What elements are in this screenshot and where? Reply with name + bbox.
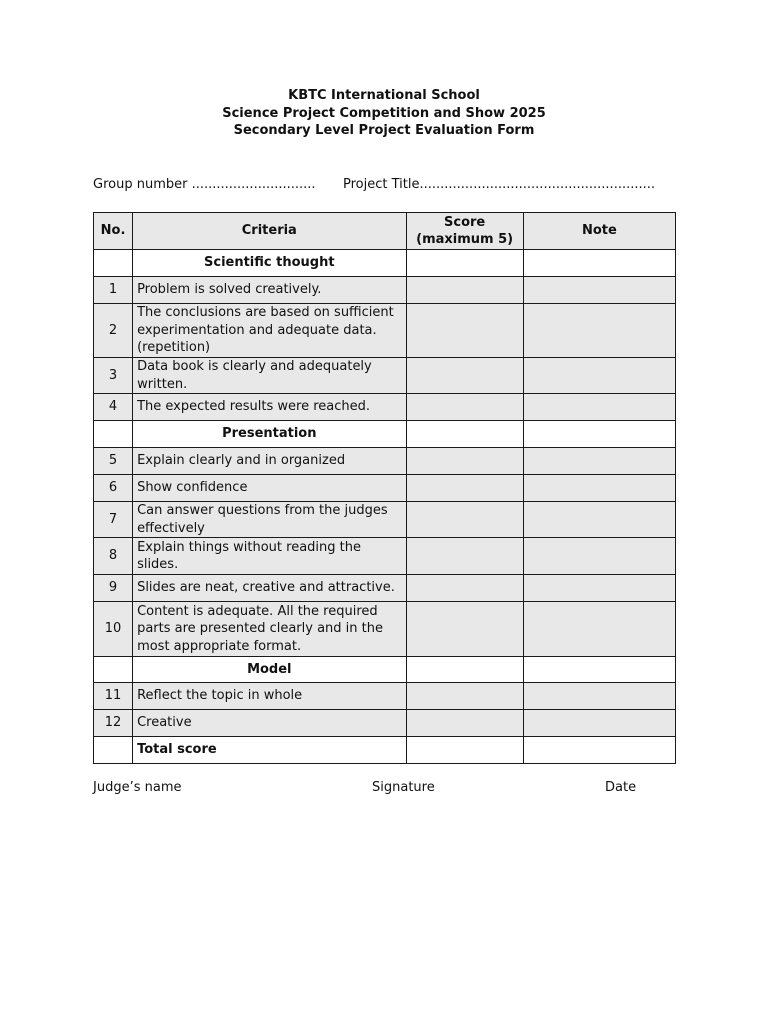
note-cell[interactable] (523, 683, 675, 710)
criteria-number: 7 (94, 502, 133, 538)
criteria-row (94, 358, 676, 394)
score-cell[interactable] (406, 394, 523, 421)
note-cell[interactable] (523, 277, 675, 304)
criteria-row (94, 575, 676, 602)
score-cell[interactable] (406, 657, 523, 683)
school-name: KBTC International School (288, 88, 480, 103)
project-title-field[interactable]: Project Title......................................................... (343, 177, 656, 192)
criteria-number: 8 (94, 538, 133, 575)
criteria-text: The expected results were reached. (133, 394, 406, 421)
section-title: Scientific thought (133, 250, 406, 277)
event-name: Science Project Competition and Show 2025 (222, 105, 546, 121)
note-cell[interactable] (523, 575, 675, 602)
total-no-cell (94, 737, 133, 764)
criteria-row (94, 394, 676, 421)
score-cell[interactable] (406, 358, 523, 394)
criteria-number: 3 (94, 358, 133, 394)
header-note: Note (523, 213, 675, 250)
score-cell[interactable] (406, 277, 523, 304)
criteria-text: Creative (133, 710, 406, 737)
section-row (94, 250, 676, 277)
signature-label: Signature (372, 780, 435, 795)
score-cell[interactable] (406, 502, 523, 538)
header-no: No. (94, 213, 133, 250)
form-title: Secondary Level Project Evaluation Form (233, 123, 535, 138)
judge-name-label: Judge’s name (93, 780, 182, 795)
criteria-text: Slides are neat, creative and attractive. (133, 575, 406, 602)
evaluation-table (93, 212, 676, 764)
note-cell[interactable] (523, 394, 675, 421)
section-row (94, 657, 676, 683)
criteria-row (94, 683, 676, 710)
total-score-label: Total score (133, 737, 406, 764)
score-cell[interactable] (406, 421, 523, 448)
total-score-cell[interactable] (406, 737, 523, 764)
section-title: Model (133, 657, 406, 683)
criteria-number: 1 (94, 277, 133, 304)
note-cell[interactable] (523, 475, 675, 502)
note-cell[interactable] (523, 448, 675, 475)
section-no-cell (94, 250, 133, 277)
note-cell[interactable] (523, 250, 675, 277)
criteria-row (94, 304, 676, 358)
criteria-text: Show confidence (133, 475, 406, 502)
note-cell[interactable] (523, 657, 675, 683)
note-cell[interactable] (523, 602, 675, 657)
criteria-number: 5 (94, 448, 133, 475)
score-cell[interactable] (406, 602, 523, 657)
criteria-text: Explain clearly and in organized (133, 448, 406, 475)
header-criteria: Criteria (133, 213, 406, 250)
criteria-number: 2 (94, 304, 133, 358)
group-number-field[interactable]: Group number .............................. (93, 177, 316, 192)
note-cell[interactable] (523, 502, 675, 538)
section-no-cell (94, 657, 133, 683)
score-cell[interactable] (406, 448, 523, 475)
score-cell[interactable] (406, 575, 523, 602)
section-row (94, 421, 676, 448)
criteria-row (94, 475, 676, 502)
score-cell[interactable] (406, 475, 523, 502)
note-cell[interactable] (523, 421, 675, 448)
table-header-row (94, 213, 676, 250)
criteria-text: Data book is clearly and adequately written. (133, 358, 406, 394)
criteria-text: Explain things without reading the slides. (133, 538, 406, 575)
score-cell[interactable] (406, 304, 523, 358)
criteria-row (94, 538, 676, 575)
criteria-row (94, 710, 676, 737)
note-cell[interactable] (523, 304, 675, 358)
form-header (0, 87, 768, 140)
criteria-number: 10 (94, 602, 133, 657)
note-cell[interactable] (523, 710, 675, 737)
total-note-cell[interactable] (523, 737, 675, 764)
criteria-row (94, 448, 676, 475)
criteria-number: 4 (94, 394, 133, 421)
score-cell[interactable] (406, 250, 523, 277)
criteria-text: Content is adequate. All the required parts are presented clearly and in the most appropriate format. (133, 602, 406, 657)
criteria-text: Problem is solved creatively. (133, 277, 406, 304)
criteria-number: 11 (94, 683, 133, 710)
section-title: Presentation (133, 421, 406, 448)
criteria-number: 12 (94, 710, 133, 737)
header-score-line1: Score (444, 214, 486, 230)
header-score-line2: (maximum 5) (416, 232, 514, 247)
section-no-cell (94, 421, 133, 448)
criteria-number: 9 (94, 575, 133, 602)
total-row (94, 737, 676, 764)
date-label: Date (605, 780, 637, 795)
header-score (406, 213, 523, 250)
score-cell[interactable] (406, 710, 523, 737)
criteria-text: The conclusions are based on sufficient experimentation and adequate data. (repetition) (133, 304, 406, 358)
criteria-text: Can answer questions from the judges effectively (133, 502, 406, 538)
criteria-row (94, 602, 676, 657)
score-cell[interactable] (406, 683, 523, 710)
note-cell[interactable] (523, 538, 675, 575)
criteria-text: Reflect the topic in whole (133, 683, 406, 710)
criteria-number: 6 (94, 475, 133, 502)
note-cell[interactable] (523, 358, 675, 394)
criteria-row (94, 277, 676, 304)
score-cell[interactable] (406, 538, 523, 575)
criteria-row (94, 502, 676, 538)
